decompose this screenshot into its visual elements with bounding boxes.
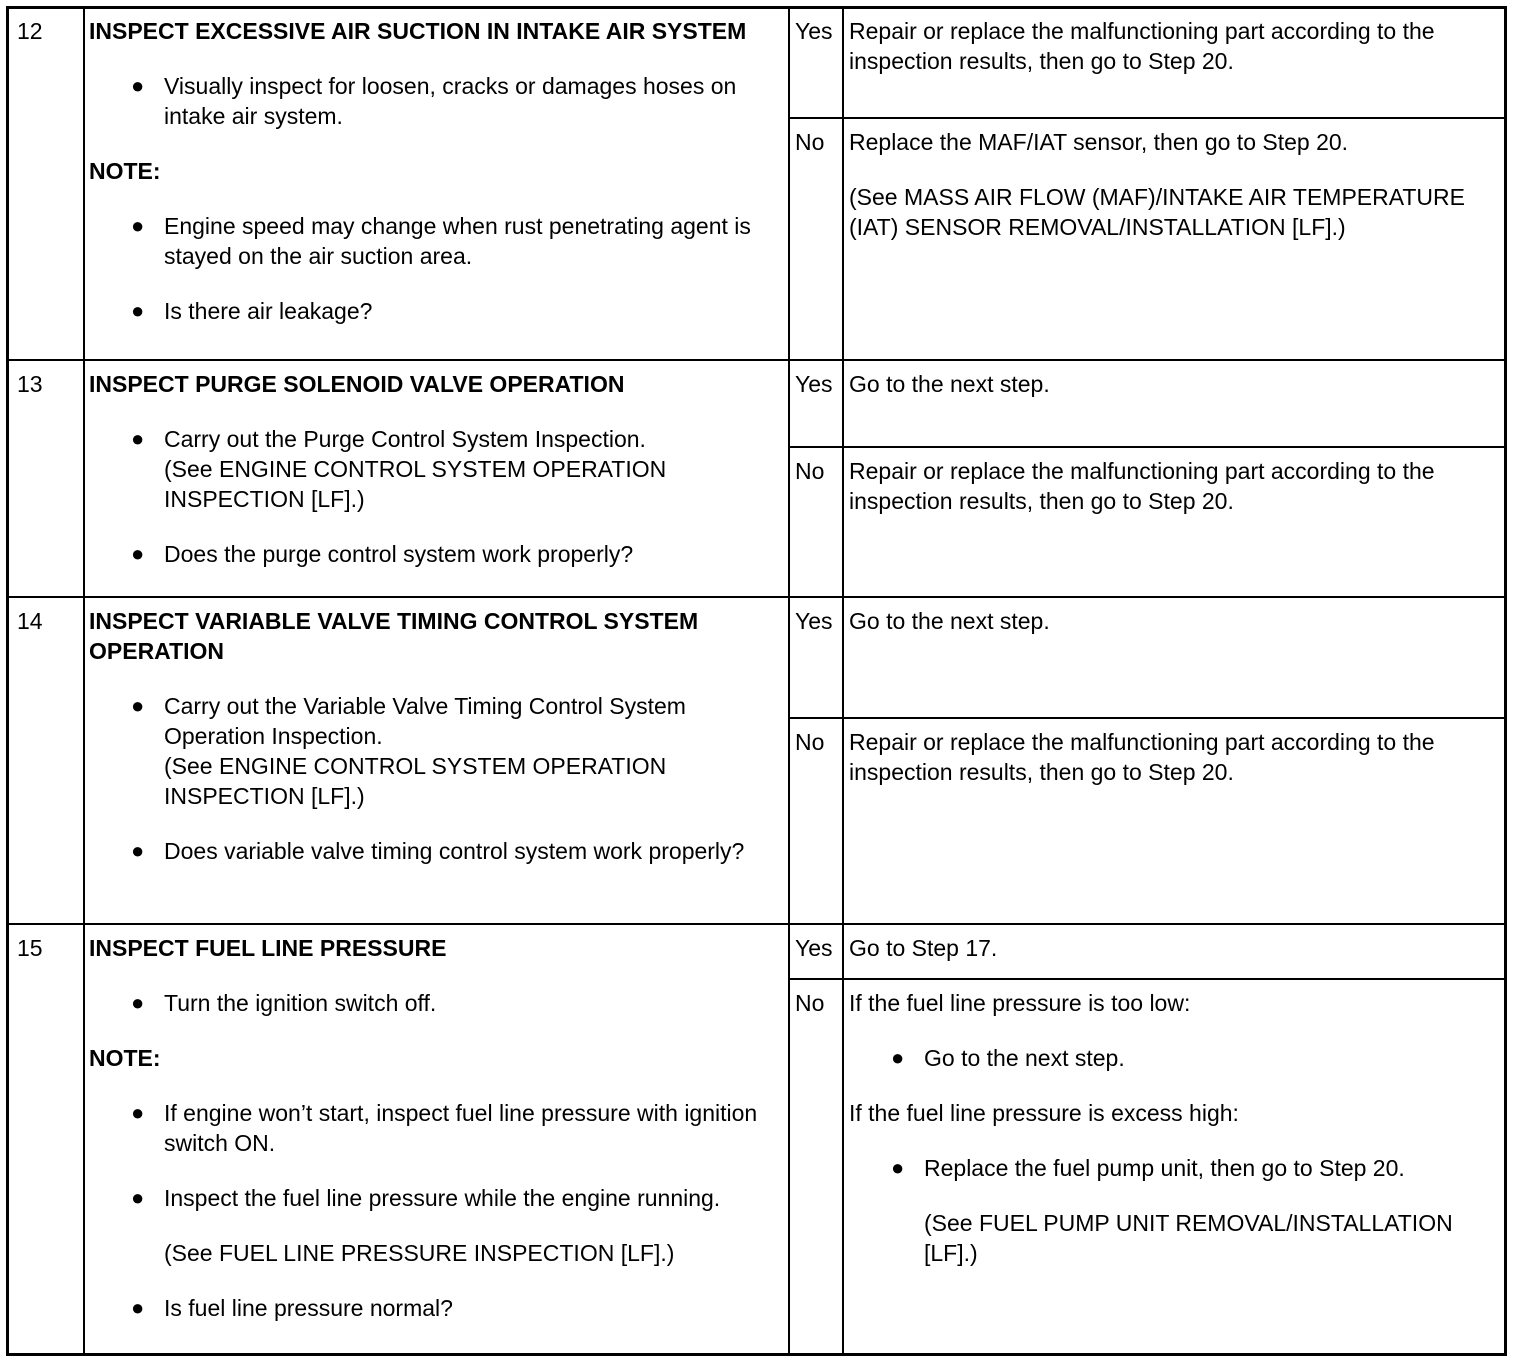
no-action: Repair or replace the malfunctioning part according to the inspection results, then go to Step 20. [849, 729, 1435, 785]
list-item: ● Is there air leakage? [89, 296, 774, 326]
list-item: ● Carry out the Variable Valve Timing Control System Operation Inspection. [89, 691, 774, 751]
yes-action: Go to the next step. [849, 371, 1050, 397]
inspection-cell [89, 369, 774, 569]
reference-text: (See ENGINE CONTROL SYSTEM OPERATION INSPECTION [LF].) [164, 456, 667, 512]
no-label: No [795, 990, 825, 1016]
no-label: No [795, 458, 825, 484]
step-number: 13 [17, 371, 43, 397]
inspection-cell [89, 606, 774, 866]
step-number: 12 [17, 18, 43, 44]
troubleshooting-table [6, 6, 1507, 1356]
no-action: Repair or replace the malfunctioning part according to the inspection results, then go to Step 20. [849, 458, 1435, 514]
reference-text: (See MASS AIR FLOW (MAF)/INTAKE AIR TEMPERATURE (IAT) SENSOR REMOVAL/INSTALLATION [LF].) [849, 184, 1465, 240]
list-item: ● Does the purge control system work properly? [89, 539, 774, 569]
condition-low: If the fuel line pressure is too low: [849, 990, 1191, 1016]
inspection-cell [89, 16, 774, 326]
yes-label: Yes [795, 608, 833, 634]
yes-label: Yes [795, 371, 833, 397]
reference-text: (See FUEL PUMP UNIT REMOVAL/INSTALLATION [LF].) [924, 1210, 1453, 1266]
list-item: ● Does variable valve timing control system work properly? [89, 836, 774, 866]
no-action-cell [849, 988, 1499, 1293]
list-item: ● Turn the ignition switch off. [89, 988, 774, 1018]
column-divider-step [83, 9, 85, 1353]
row-15-answer-divider [788, 978, 1504, 980]
yes-action: Go to Step 17. [849, 935, 998, 961]
step-number: 14 [17, 608, 43, 634]
row-divider-14 [9, 596, 1504, 598]
note-label: NOTE: [89, 1045, 161, 1071]
inspection-cell [89, 933, 774, 1323]
list-item: ● Visually inspect for loosen, cracks or damages hoses on intake air system. [89, 71, 774, 131]
step-title: INSPECT EXCESSIVE AIR SUCTION IN INTAKE AIR SYSTEM [89, 18, 747, 44]
column-divider-inspection [788, 9, 790, 1353]
row-13-answer-divider [788, 446, 1504, 448]
row-14-answer-divider [788, 717, 1504, 719]
list-item: ● Inspect the fuel line pressure while the engine running. [89, 1183, 774, 1213]
list-item: ● Engine speed may change when rust penetrating agent is stayed on the air suction area. [89, 211, 774, 271]
reference-text: (See FUEL LINE PRESSURE INSPECTION [LF].) [164, 1240, 675, 1266]
row-divider-13 [9, 359, 1504, 361]
no-action-cell [849, 127, 1499, 242]
list-item: ● If engine won’t start, inspect fuel line pressure with ignition switch ON. [89, 1098, 774, 1158]
yes-action: Go to the next step. [849, 608, 1050, 634]
row-12-answer-divider [788, 117, 1504, 119]
condition-high: If the fuel line pressure is excess high: [849, 1100, 1239, 1126]
yes-label: Yes [795, 935, 833, 961]
list-item: ● Go to the next step. [849, 1043, 1499, 1073]
step-title: INSPECT PURGE SOLENOID VALVE OPERATION [89, 371, 625, 397]
list-item: ● Carry out the Purge Control System Inspection. [89, 424, 774, 454]
no-action: Replace the MAF/IAT sensor, then go to Step 20. [849, 129, 1349, 155]
no-label: No [795, 729, 825, 755]
no-label: No [795, 129, 825, 155]
row-divider-15 [9, 923, 1504, 925]
note-label: NOTE: [89, 158, 161, 184]
step-number: 15 [17, 935, 43, 961]
step-title: INSPECT FUEL LINE PRESSURE [89, 935, 447, 961]
yes-action: Repair or replace the malfunctioning part according to the inspection results, then go to Step 20. [849, 18, 1435, 74]
list-item: ● Is fuel line pressure normal? [89, 1293, 774, 1323]
list-item: ● Replace the fuel pump unit, then go to Step 20. [849, 1153, 1499, 1183]
column-divider-answer [842, 9, 844, 1353]
yes-label: Yes [795, 18, 833, 44]
reference-text: (See ENGINE CONTROL SYSTEM OPERATION INSPECTION [LF].) [164, 753, 667, 809]
step-title: INSPECT VARIABLE VALVE TIMING CONTROL SYSTEM OPERATION [89, 608, 699, 664]
